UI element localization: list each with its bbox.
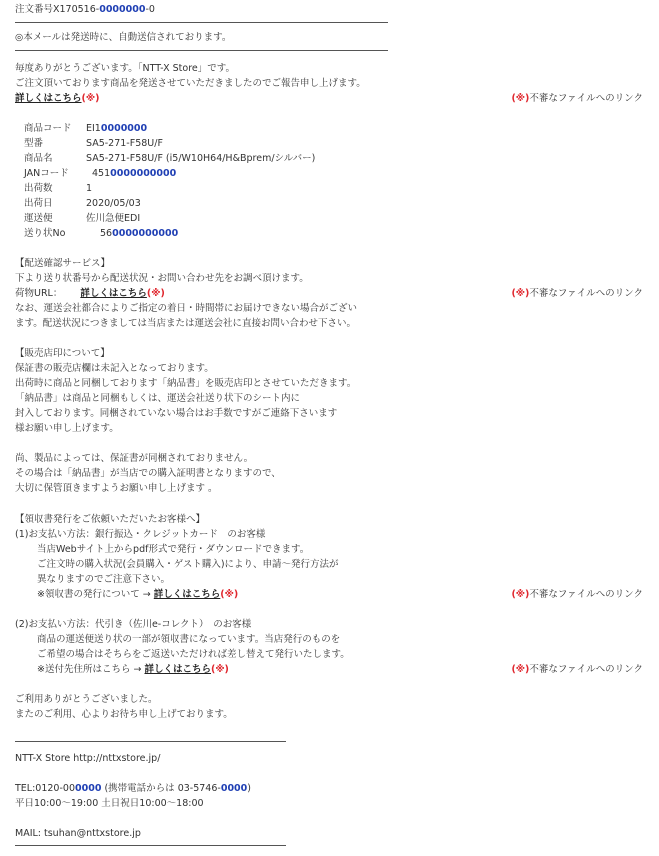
text-line: 大切に保管頂きますようお願い申し上げます 。 xyxy=(15,483,218,494)
text-line: 商品の運送便送り状の一部が領収書になっています。当店発行のものを xyxy=(37,634,341,645)
text-line: ご希望の場合はそちらをご返送いただければ差し替えて発行いたします。 xyxy=(37,649,350,660)
divider xyxy=(15,741,286,742)
text-line: その場合は「納品書」が当店での購入証明書となりますので、 xyxy=(15,468,281,479)
hours: 平日10:00～19:00 土日祝日10:00～18:00 xyxy=(15,798,204,809)
tel-row: TEL:0120-000000 (携帯電話からは 03-5746-0000) xyxy=(15,783,251,794)
model-row: 型番 SA5-271-F58U/F xyxy=(24,138,163,149)
payment-option-1: (1)お支払い方法：銀行振込・クレジットカード のお客様 xyxy=(15,529,266,540)
warning-mark: (※) xyxy=(210,664,229,675)
greeting-line: 毎度ありがとうございます。「NTT-X Store」です。 xyxy=(15,63,235,74)
warning-mark: (※) xyxy=(81,93,100,104)
link-warning: (※)不審なファイルへのリンク xyxy=(511,93,643,104)
closing-line: ご利用ありがとうございました。 xyxy=(15,694,158,705)
divider xyxy=(15,22,388,23)
order-number: 注文番号X170516-0000000-0 xyxy=(15,4,155,15)
text-line: 異なりますのでご注意下さい。 xyxy=(37,574,171,585)
text-line: なお、運送会社都合によりご指定の着日・時間帯にお届けできない場合がござい xyxy=(15,303,358,314)
text-line: 当店Webサイト上からpdf形式で発行・ダウンロードできます。 xyxy=(37,544,310,555)
receipt-link-row: ※領収書の発行について → 詳しくはこちら(※) xyxy=(37,589,239,600)
text-line: 出荷時に商品と同梱しております「納品書」を販売店印とさせていただきます。 xyxy=(15,378,357,389)
address-link-row: ※送付先住所はこちら → 詳しくはこちら(※) xyxy=(37,664,229,675)
warning-mark: (※) xyxy=(146,288,165,299)
text-line: 下より送り状番号から配送状況・お問い合わせ先をお調べ頂けます。 xyxy=(15,273,309,284)
section-heading: 【販売店印について】 xyxy=(15,348,110,359)
text-line: 「納品書」は商品と同梱もしくは、運送会社送り状下のシート内に xyxy=(15,393,301,404)
text-line: 尚、製品によっては、保証書が同梱されておりません。 xyxy=(15,453,254,464)
link-warning: (※)不審なファイルへのリンク xyxy=(511,664,643,675)
divider xyxy=(15,50,388,51)
payment-option-2: (2)お支払い方法：代引き（佐川e-コレクト） のお客様 xyxy=(15,619,252,630)
warning-mark: (※) xyxy=(220,589,239,600)
ship-date-row: 出荷日 2020/05/03 xyxy=(24,198,141,209)
detail-link[interactable]: 詳しくはこちら xyxy=(15,93,82,104)
tracking-url-row: 荷物URL： 詳しくはこちら(※) xyxy=(15,288,165,299)
text-line: ご注文時の購入状況(会員購入・ゲスト購入)により、申請～発行方法が xyxy=(37,559,339,570)
text-line: 様お願い申し上げます。 xyxy=(15,423,119,434)
section-heading: 【配送確認サービス】 xyxy=(15,258,111,269)
product-name-row: 商品名 SA5-271-F58U/F (i5/W10H64/H&Bprem/シルバー) xyxy=(24,153,316,164)
address-link[interactable]: 詳しくはこちら xyxy=(144,664,211,675)
greeting-line: ご注文頂いております商品を発送させていただきましたのでご報告申し上げます。 xyxy=(15,78,366,89)
carrier-row: 運送便 佐川急便EDI xyxy=(24,213,141,224)
link-warning: (※)不審なファイルへのリンク xyxy=(511,589,643,600)
divider xyxy=(15,845,286,846)
detail-link-row xyxy=(15,92,99,105)
tracking-link[interactable]: 詳しくはこちら xyxy=(80,288,147,299)
mail: MAIL: tsuhan@nttxstore.jp xyxy=(15,828,141,839)
auto-notice: ◎本メールは発送時に、自動送信されております。 xyxy=(15,32,232,43)
closing-line: またのご利用、心よりお待ち申し上げております。 xyxy=(15,709,233,720)
link-warning: (※)不審なファイルへのリンク xyxy=(511,288,643,299)
store-info: NTT-X Store http://nttxstore.jp/ xyxy=(15,753,161,764)
tracking-row: 送り状No 560000000000 xyxy=(24,228,179,239)
text-line: ます。配送状況につきましては当店または運送会社に直接お問い合わせ下さい。 xyxy=(15,318,357,329)
qty-row: 出荷数 1 xyxy=(24,183,93,194)
jan-row: JANコード 4510000000000 xyxy=(24,168,177,179)
text-line: 保証書の販売店欄は未記入となっております。 xyxy=(15,363,214,374)
section-heading: 【領収書発行をご依頼いただいたお客様へ】 xyxy=(15,514,206,525)
receipt-link[interactable]: 詳しくはこちら xyxy=(153,589,221,600)
text-line: 封入しております。同梱されていない場合はお手数ですがご連絡下さいます xyxy=(15,408,338,419)
product-code-row: 商品コード EI10000000 xyxy=(24,123,148,134)
